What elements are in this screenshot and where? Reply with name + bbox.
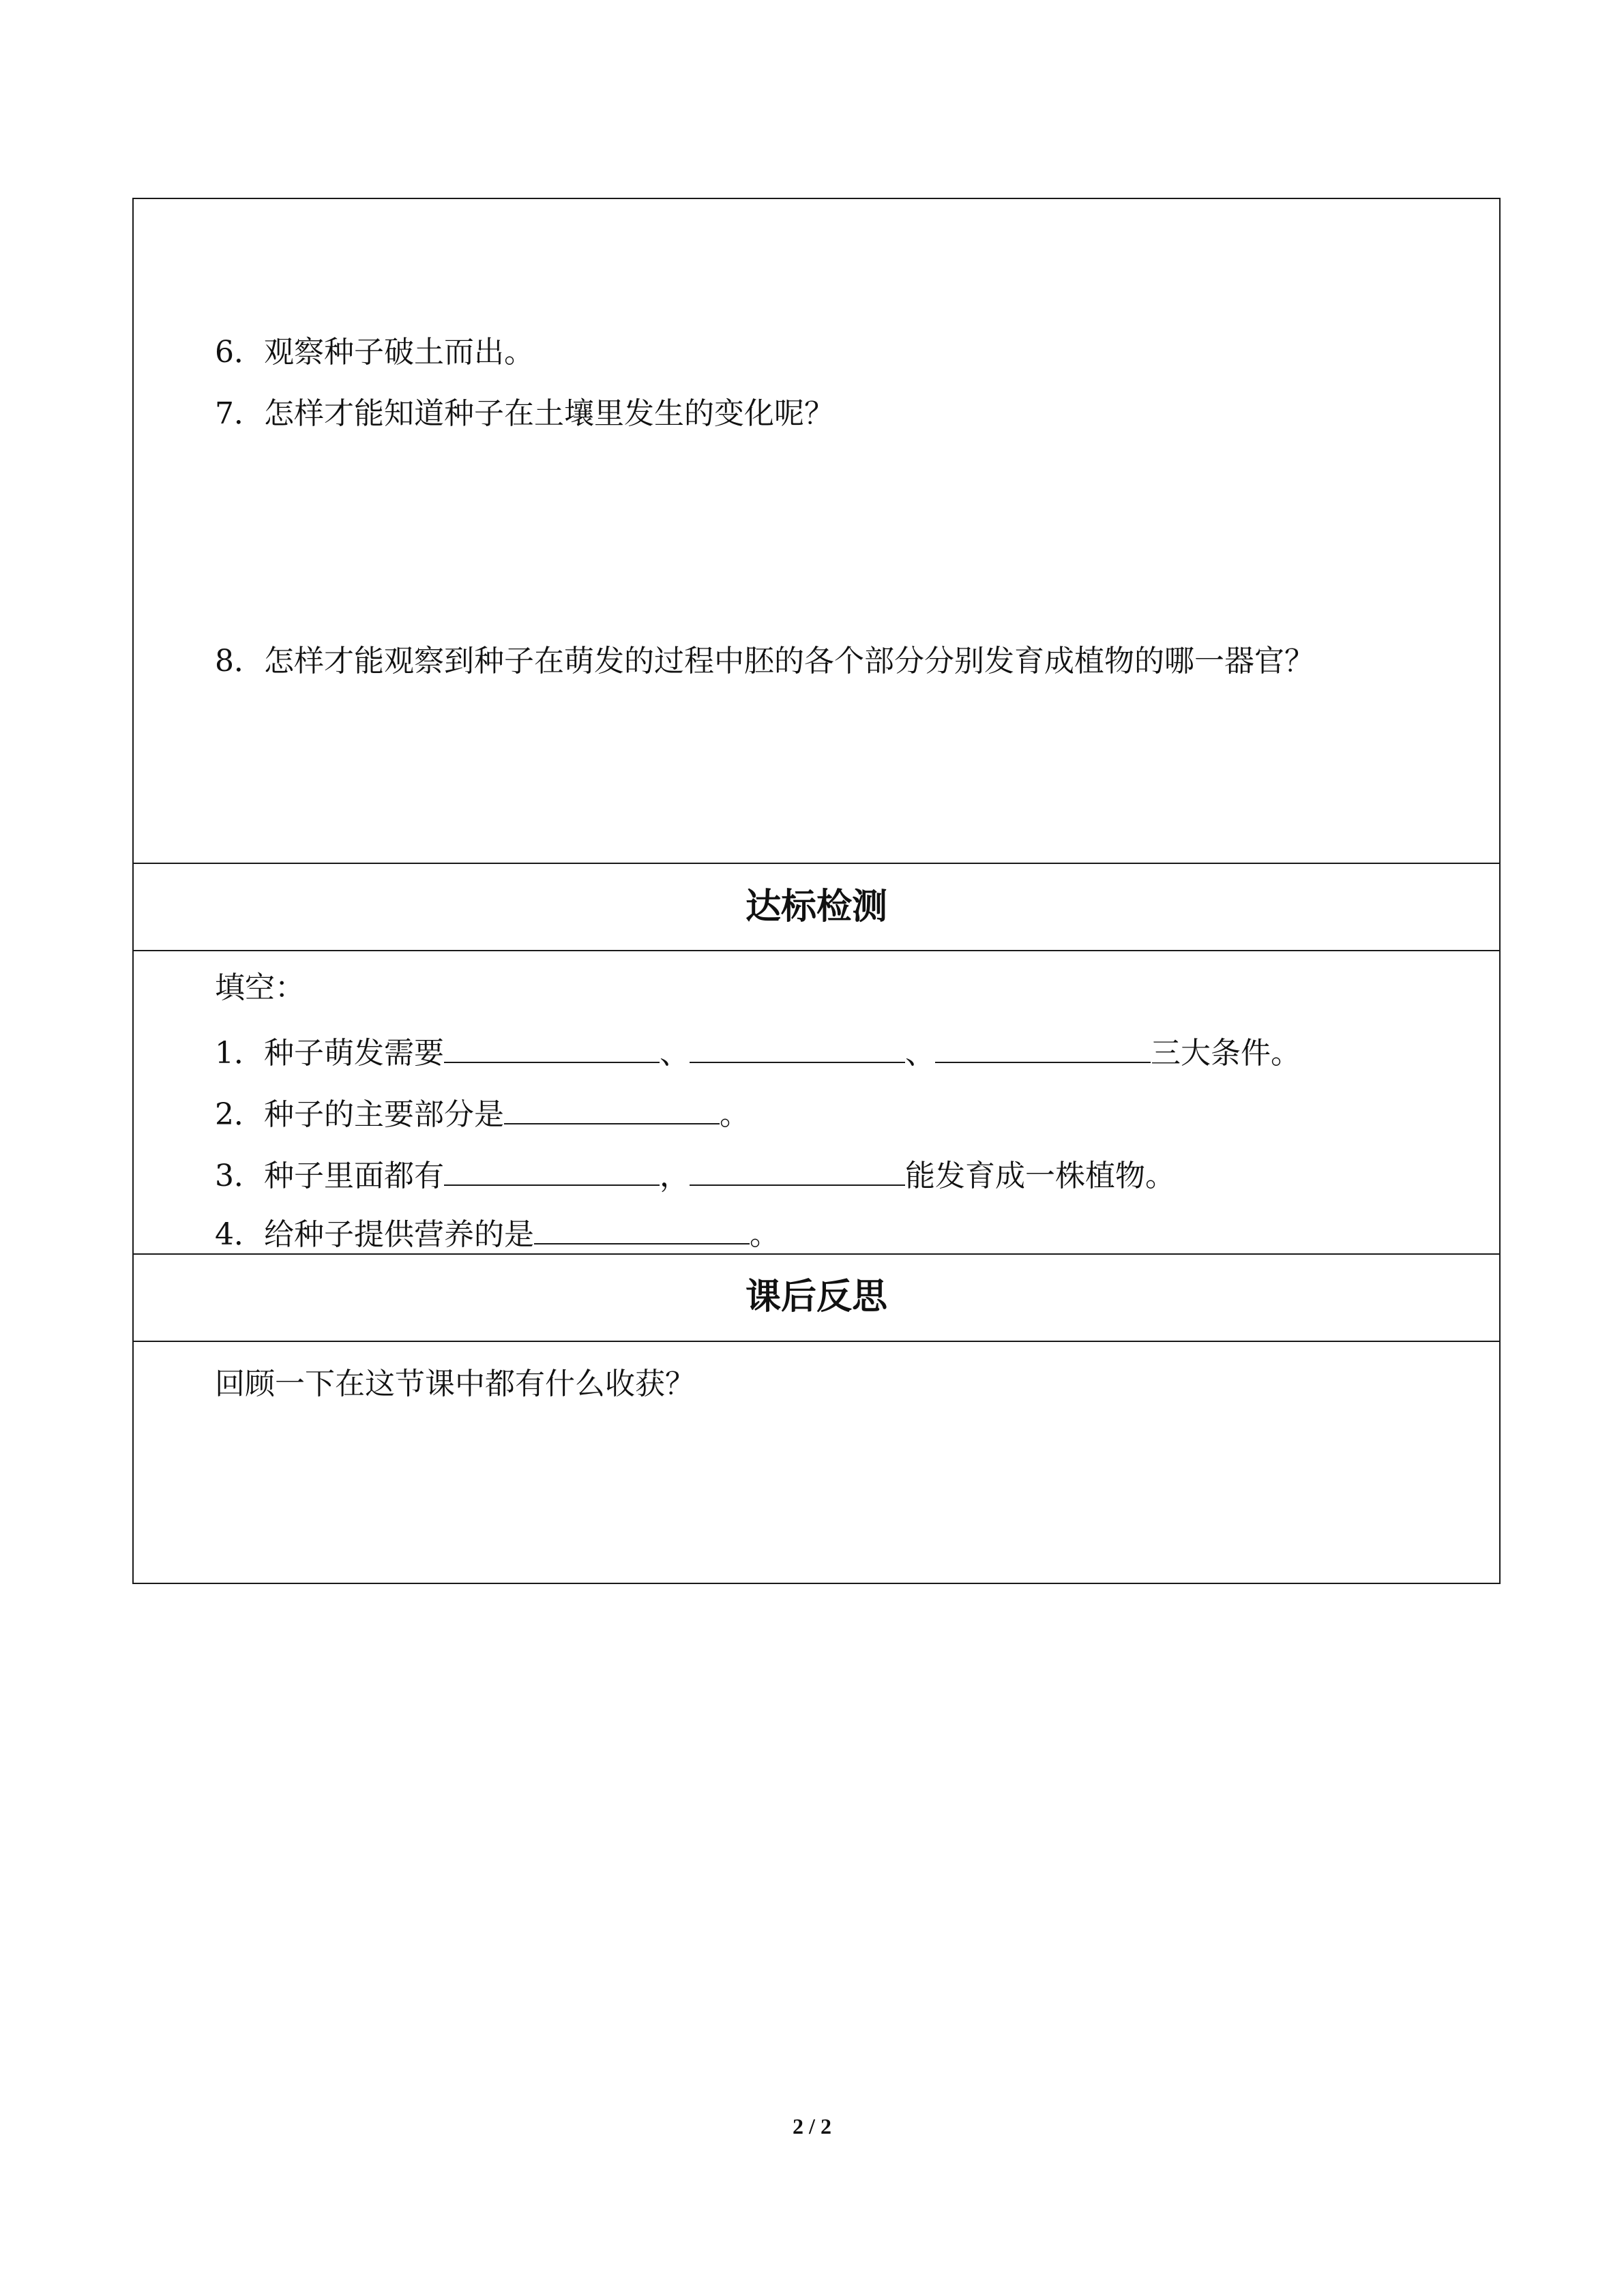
answer-blank[interactable] bbox=[504, 1093, 720, 1124]
item-text: 怎样才能知道种子在土壤里发生的变化呢？ bbox=[264, 396, 834, 431]
inquiry-item-8 bbox=[215, 642, 1314, 681]
item-number: 6． bbox=[215, 335, 264, 370]
item-number: 7． bbox=[215, 396, 264, 431]
question-number: 1． bbox=[215, 1036, 264, 1071]
answer-blank[interactable] bbox=[690, 1154, 905, 1186]
question-text: 种子萌发需要 bbox=[264, 1036, 444, 1071]
separator: ， bbox=[660, 1159, 690, 1193]
answer-blank[interactable] bbox=[444, 1032, 660, 1063]
answer-blank[interactable] bbox=[935, 1032, 1151, 1063]
question-text: 。 bbox=[720, 1097, 750, 1132]
question-text: 三大条件。 bbox=[1151, 1036, 1301, 1071]
separator: 、 bbox=[905, 1036, 935, 1071]
answer-blank[interactable] bbox=[690, 1032, 905, 1063]
assessment-intro: 填空： bbox=[215, 970, 305, 1005]
inquiry-item-6 bbox=[215, 333, 534, 372]
page-number: 2 / 2 bbox=[793, 2114, 831, 2138]
fill-question-1 bbox=[215, 1032, 1301, 1073]
worksheet-table bbox=[132, 198, 1501, 1584]
question-number: 2． bbox=[215, 1097, 264, 1132]
assessment-title: 达标检测 bbox=[745, 886, 887, 927]
question-text: 能发育成一株植物。 bbox=[905, 1159, 1175, 1193]
fill-question-2 bbox=[215, 1093, 750, 1134]
fill-question-3 bbox=[215, 1154, 1175, 1195]
answer-blank[interactable] bbox=[534, 1213, 750, 1244]
question-number: 3． bbox=[215, 1159, 264, 1193]
question-text: 给种子提供营养的是 bbox=[264, 1217, 534, 1252]
divider bbox=[134, 950, 1499, 951]
question-number: 4． bbox=[215, 1217, 264, 1252]
fill-question-4 bbox=[215, 1213, 780, 1254]
divider bbox=[134, 1341, 1499, 1342]
item-text: 怎样才能观察到种子在萌发的过程中胚的各个部分分别发育成植物的哪一器官？ bbox=[264, 644, 1314, 679]
answer-blank[interactable] bbox=[444, 1154, 660, 1186]
separator: 、 bbox=[660, 1036, 690, 1071]
item-number: 8． bbox=[215, 644, 264, 679]
item-text: 观察种子破土而出。 bbox=[264, 335, 534, 370]
question-text: 种子的主要部分是 bbox=[264, 1097, 504, 1132]
inquiry-item-7 bbox=[215, 395, 834, 433]
question-text: 。 bbox=[750, 1217, 780, 1252]
reflection-prompt: 回顾一下在这节课中都有什么收获？ bbox=[215, 1367, 695, 1401]
question-text: 种子里面都有 bbox=[264, 1159, 444, 1193]
divider bbox=[134, 863, 1499, 864]
reflection-title: 课后反思 bbox=[745, 1277, 887, 1317]
divider bbox=[134, 1253, 1499, 1255]
